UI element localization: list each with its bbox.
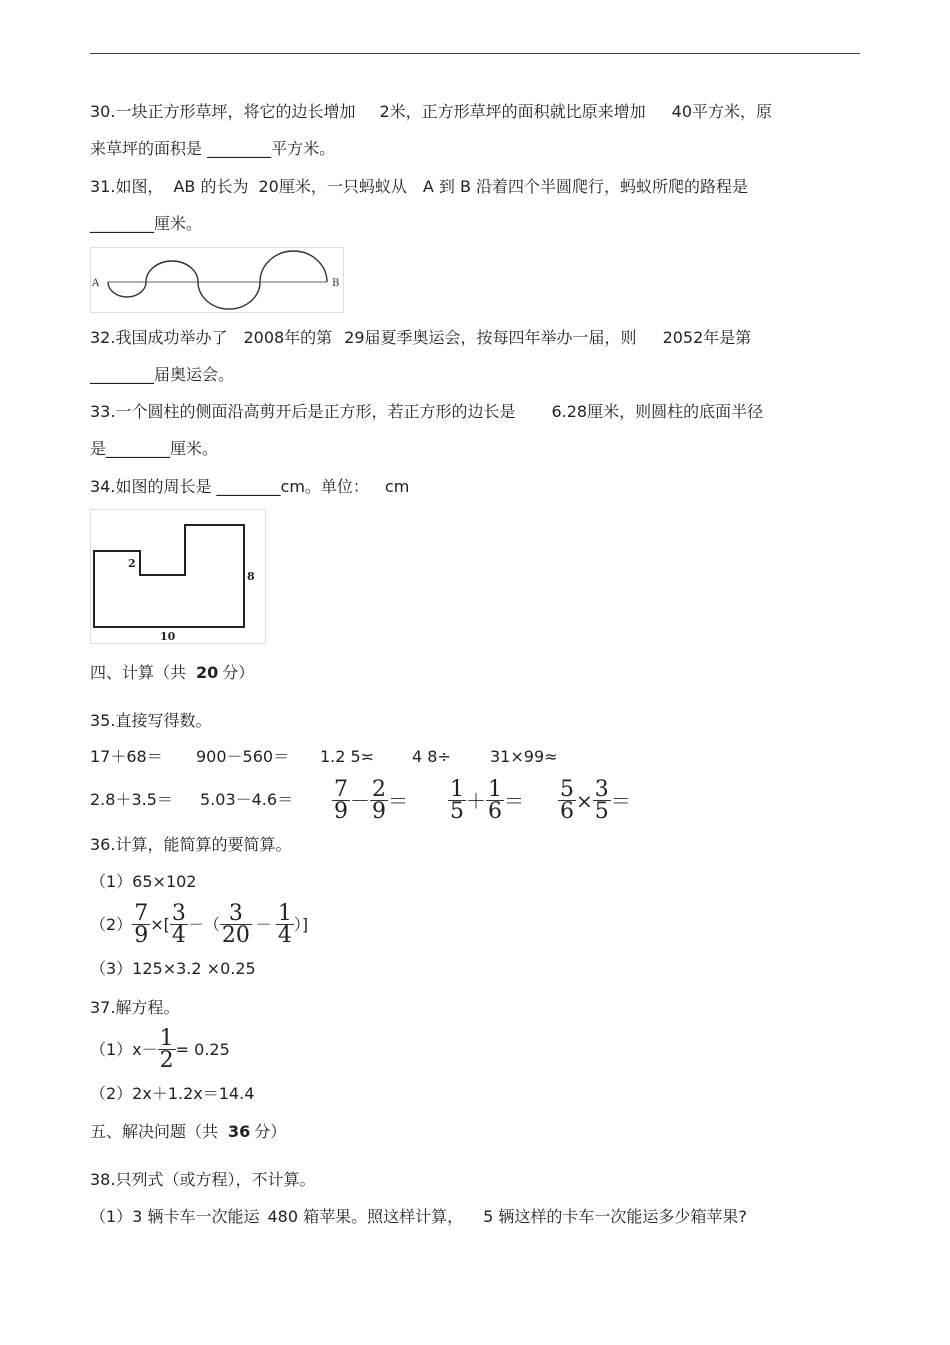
q36-part3: （3）125×3.2 ×0.25 [90, 959, 256, 978]
q37-part2: （2）2x＋1.2x＝14.4 [90, 1084, 255, 1103]
label-10: 10 [160, 630, 176, 643]
q30-line1 [90, 102, 772, 122]
q30-text-c: 40平方米，原 [671, 102, 773, 121]
q35-item-4: 4 8÷ [412, 747, 451, 766]
q34-text-b: cm [384, 477, 410, 496]
label-b: B [332, 278, 340, 289]
q35-item-7: 5.03－4.6＝ [200, 790, 294, 809]
shape-outline [94, 525, 244, 627]
section-5-score: 36 [228, 1122, 251, 1141]
section-5-text-a: 五、解决问题（共 [90, 1122, 219, 1141]
semicircle-path-figure [90, 247, 344, 313]
frac-1-5: $\frac{1}{5}$ [450, 776, 464, 824]
q30-line2: 来草坪的面积是 ________平方米。 [90, 139, 336, 158]
semicircle-1 [108, 282, 146, 297]
frac-5-6: $\frac{5}{6}$ [560, 776, 574, 824]
q38-title: 38.只列式（或方程），不计算。 [90, 1170, 316, 1189]
q35-row1 [90, 747, 558, 767]
frac-1-4: $\frac{1}{4}$ [277, 900, 292, 948]
q32-line1 [90, 328, 751, 348]
section-4-text-c: 分） [222, 663, 255, 682]
frac-1-6: $\frac{1}{6}$ [488, 776, 502, 824]
frac-3-4: $\frac{3}{4}$ [171, 900, 186, 948]
q33-line1 [90, 402, 763, 422]
q35-frac-expr-2: $\frac{1}{5}$ ＋ $\frac{1}{6}$ ＝ [450, 776, 524, 824]
q37-title: 37.解方程。 [90, 998, 180, 1017]
q36-part1: （1）65×102 [90, 872, 197, 891]
header-rule [90, 53, 860, 54]
section-5-heading [90, 1122, 286, 1142]
q35-title: 35.直接写得数。 [90, 711, 212, 730]
q37-part1: （1）x－ $\frac{1}{2}$ = 0.25 [90, 1025, 230, 1073]
q33-text-a: 33.一个圆柱的侧面沿高剪开后是正方形，若正方形的边长是 [90, 402, 516, 421]
q30-text-a: 30.一块正方形草坪，将它的边长增加 [90, 102, 356, 121]
q31-line2: ________厘米。 [90, 214, 203, 233]
q33-text-b: 6.28厘米，则圆柱的底面半径 [551, 402, 764, 421]
label-a: A [92, 278, 100, 289]
q34-line1 [90, 477, 409, 497]
q32-text-b: 2008年的第 [243, 328, 333, 347]
perimeter-figure [90, 509, 266, 644]
semicircle-3 [198, 282, 260, 309]
frac-2-9: $\frac{2}{9}$ [372, 776, 386, 824]
section-4-heading [90, 663, 254, 683]
q35-item-5: 31×99≈ [490, 747, 558, 766]
section-4-score: 20 [196, 663, 219, 682]
q31-text-d: A 到 B 沿着四个半圆爬行，蚂蚁所爬的路程是 [422, 177, 749, 196]
frac-1-2: $\frac{1}{2}$ [159, 1025, 174, 1073]
q31-text-a: 31.如图， [90, 177, 164, 196]
q33-line2: 是________厘米。 [90, 439, 219, 458]
q31-text-b: AB 的长为 [173, 177, 249, 196]
q32-line2: ________届奥运会。 [90, 365, 235, 384]
semicircle-4 [260, 251, 327, 282]
q32-text-d: 2052年是第 [662, 328, 752, 347]
frac-3-20: $\frac{3}{20}$ [221, 900, 250, 948]
q30-text-b: 2米，正方形草坪的面积就比原来增加 [379, 102, 646, 121]
q35-frac-expr-1: $\frac{7}{9}$ － $\frac{2}{9}$ ＝ [334, 776, 408, 824]
q31-line1 [90, 177, 748, 197]
q34-text-a: 34.如图的周长是 ________cm。单位： [90, 477, 369, 496]
q32-text-a: 32.我国成功举办了 [90, 328, 228, 347]
frac-3-5: $\frac{3}{5}$ [594, 776, 609, 824]
q35-item-3: 1.2 5≍ [320, 747, 375, 766]
q31-text-c: 20厘米，一只蚂蚁从 [258, 177, 407, 196]
q38-part1 [90, 1207, 747, 1227]
semicircle-2 [146, 261, 198, 282]
label-2: 2 [128, 557, 136, 570]
section-5-text-c: 分） [254, 1122, 287, 1141]
q36-part2: （2） $\frac{7}{9}$ ×[ $\frac{3}{4}$ －（ $\frac{3}{20}$ － $\frac{1}{4}$ ）] [90, 900, 309, 948]
q38-text-a: （1）3 辆卡车一次能运 [90, 1207, 260, 1226]
q35-item-6: 2.8＋3.5＝ [90, 790, 173, 809]
section-4-text-a: 四、计算（共 [90, 663, 187, 682]
q36-title: 36.计算，能简算的要简算。 [90, 835, 292, 854]
frac-7-9: $\frac{7}{9}$ [334, 776, 348, 824]
q38-text-c: 5 辆这样的卡车一次能运多少箱苹果? [483, 1207, 747, 1226]
q35-item-1: 17＋68＝ [90, 747, 163, 766]
q38-text-b: 480 箱苹果。照这样计算， [267, 1207, 464, 1226]
q35-item-2: 900－560＝ [196, 747, 290, 766]
label-8: 8 [247, 570, 255, 583]
q35-frac-expr-3: $\frac{5}{6}$ × $\frac{3}{5}$ ＝ [560, 776, 631, 824]
q32-text-c: 29届夏季奥运会，按每四年举办一届，则 [344, 328, 637, 347]
frac-7-9-b: $\frac{7}{9}$ [134, 900, 149, 948]
q35-row2 [90, 776, 631, 824]
